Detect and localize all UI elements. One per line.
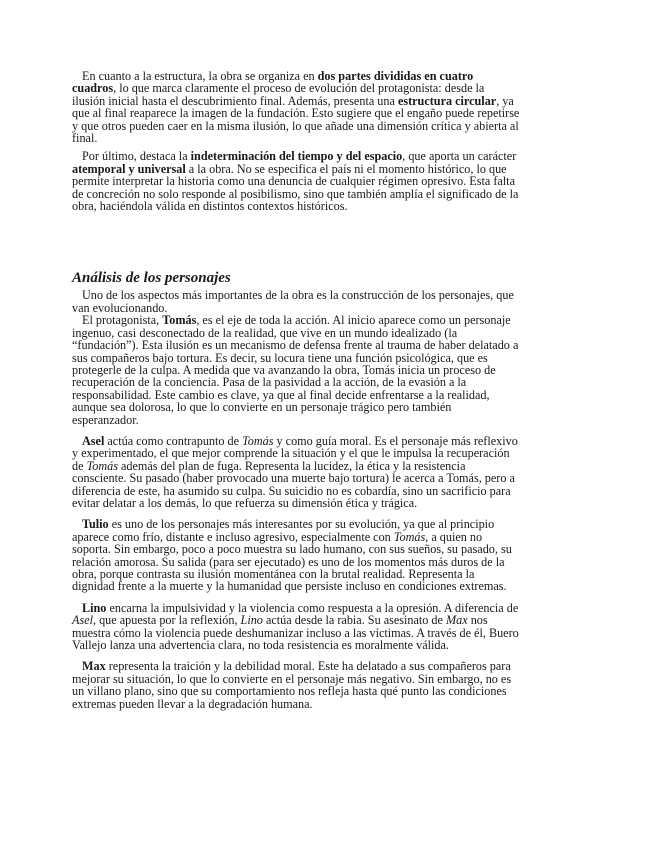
section-heading: Análisis de los personajes	[72, 270, 231, 287]
italic-text: Lino	[240, 613, 263, 628]
character-name: Tomás	[162, 313, 197, 328]
paragraph-asel	[72, 435, 520, 509]
italic-text: Max	[446, 613, 468, 628]
bold-text: atemporal y universal	[72, 161, 186, 176]
paragraph-indeterminacy	[72, 150, 520, 212]
bold-text: dos partes divididas en cuatro cuadros	[72, 69, 474, 96]
paragraph-max	[72, 660, 520, 710]
character-name: Asel	[82, 433, 105, 448]
paragraph-intro-characters: Uno de los aspectos más importantes de la obra es la construcción de los personajes, que van evolucionando.	[72, 288, 514, 315]
character-name: Max	[82, 659, 106, 674]
italic-text: Tomás	[393, 529, 426, 544]
text: actúa desde la rabia. Su asesinato de	[262, 613, 446, 628]
text: , ya que al final reaparece la imagen de la fundación. Esto sugiere que el engaño puede repetirse y que otros pueden caer en la misma ilusión, lo que añade una dimensión crítica y abierta al final.	[72, 93, 520, 146]
bold-text: indeterminación del tiempo y del espacio	[190, 149, 403, 164]
paragraph-lino	[72, 602, 520, 652]
document-page	[72, 70, 520, 710]
text: nos muestra cómo la violencia puede deshumanizar incluso a las víctimas. A través de él, Buero Vallejo lanza una advertencia clara, no toda resistencia es moralmente válida.	[72, 613, 519, 653]
italic-text: Tomás	[86, 458, 118, 473]
text: Por último, destaca la	[82, 149, 191, 164]
italic-text: Asel	[72, 613, 93, 628]
text: , que apuesta por la reflexión,	[92, 613, 241, 628]
paragraph-structure	[72, 70, 520, 144]
text: a la obra. No se especifica el país ni el momento histórico, lo que permite interpretar la historia como una denuncia de cualquier régimen opresivo. Esta falta de concreción no solo responde al posibilismo, sino que también amplía el significado de la obra, haciéndola válida en distintos contextos históricos.	[72, 161, 519, 214]
text: encarna la impulsividad y la violencia como respuesta a la opresión. A diferencia de	[106, 600, 519, 615]
italic-text: Tomás	[242, 433, 274, 448]
character-name: Tulio	[82, 517, 109, 532]
paragraph-tulio	[72, 518, 520, 592]
character-name: Lino	[82, 600, 107, 615]
text: , lo que marca claramente el proceso de evolución del protagonista: desde la ilusión inicial hasta el descubrimiento final. Además, presenta una	[72, 81, 485, 108]
paragraph-tomas	[72, 314, 520, 426]
bold-text: estructura circular	[397, 93, 497, 108]
text: y como guía moral. Es el personaje más reflexivo y experimentado, el que mejor comprende la situación y el que le impulsa la recuperación de	[72, 433, 518, 473]
text: , a quien no soporta. Sin embargo, poco a poco muestra su lado humano, con sus sueños, su pasado, su relación amorosa. Su salida (para ser ejecutado) es uno de los momentos más duros de la obra, porque contrasta su ilusión momentánea con la brutal realidad. Representa la dignidad frente a la muerte y la humanidad que persiste incluso en condiciones extremas.	[72, 529, 512, 594]
text: actúa como contrapunto de	[104, 433, 243, 448]
text: , es el eje de toda la acción. Al inicio aparece como un personaje ingenuo, casi desconectado de la realidad, que vive en un mundo idealizado (la “fundación”). Esta ilusión es un mecanismo de defensa frente al trauma de haber delatado a sus compañeros bajo tortura. Es decir, su locura tiene una función psicológica, que es protegerle de la culpa. A medida que va avanzando la obra, Tomás inicia un proceso de recuperación de la conciencia. Pasa de la pasividad a la acción, de la evasión a la responsabilidad. Este cambio es clave, ya que al final decide enfrentarse a la realidad, aunque sea dolorosa, lo que lo convierte en un personaje trágico pero también esperanzador.	[72, 313, 519, 427]
text: El protagonista,	[82, 313, 163, 328]
text: representa la traición y la debilidad moral. Este ha delatado a sus compañeros para mejorar su situación, lo que lo convierte en el personaje más negativo. Sin embargo, no es un villano plano, sino que su comportamiento nos refleja hasta qué punto las condiciones extremas pueden llevar a la degradación humana.	[72, 659, 512, 711]
text: es uno de los personajes más interesantes por su evolución, ya que al principio aparece como frío, distante e incluso agresivo, especialmente con	[72, 517, 495, 544]
text: En cuanto a la estructura, la obra se organiza en	[82, 69, 318, 83]
text: además del plan de fuga. Representa la lucidez, la ética y la resistencia consciente. Su pasado (haber provocado una muerte bajo tortura) le acerca a Tomás, pero a diferencia de este, ha asumido su culpa. Su suicidio no es cobardía, sino un sacrificio para evitar delatar a los demás, lo que refuerza su dimensión ética y trágica.	[72, 458, 515, 510]
text: , que aporta un carácter	[402, 149, 517, 164]
